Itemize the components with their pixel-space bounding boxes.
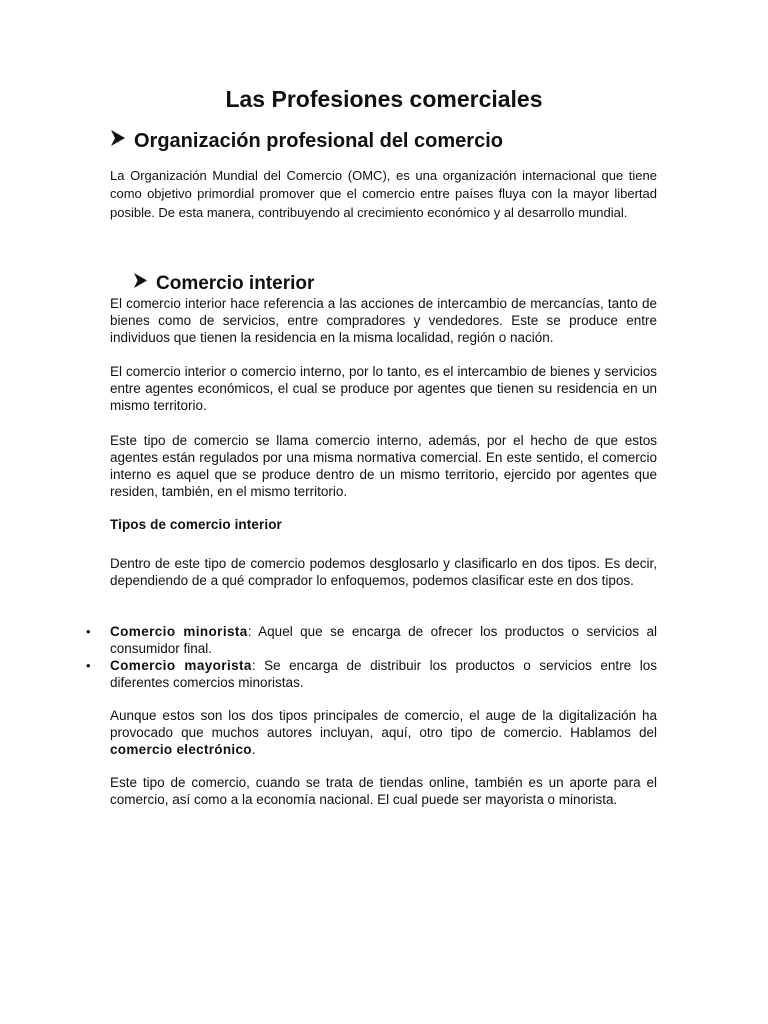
paragraph-omc: La Organización Mundial del Comercio (OMC), es una organización internacional que tiene como objetivo primordial promover que el comercio entre países fluya con la mayor libertad posible. De esta manera, contribuyendo al crecimiento económico y al desarrollo mundial. <box>110 168 657 220</box>
section-heading-organizacion <box>110 129 503 153</box>
arrowhead-icon <box>133 272 148 295</box>
page-title: Las Profesiones comerciales <box>225 86 543 112</box>
paragraph-digitalizacion <box>110 707 657 758</box>
section-heading-label: Organización profesional del comercio <box>134 129 503 152</box>
bullet-icon: • <box>86 624 91 639</box>
subheading-tipos: Tipos de comercio interior <box>110 517 282 532</box>
arrowhead-icon <box>110 129 126 153</box>
bullet-list <box>84 623 657 691</box>
paragraph-text: . <box>251 742 256 757</box>
list-item <box>84 623 657 657</box>
list-item-text: : Aquel que se encarga de ofrecer los productos o servicios al consumidor final. <box>110 624 657 656</box>
paragraph-clasificacion: Dentro de este tipo de comercio podemos desglosarlo y clasificarlo en dos tipos. Es decir, dependiendo de a qué comprador lo enfoquemos, podemos clasificar este en dos tipos. <box>110 556 657 588</box>
paragraph-definicion: El comercio interior hace referencia a las acciones de intercambio de mercancías, tanto de bienes como de servicios, entre compradores y vendedores. Este se produce entre individuos que tienen la residencia en la misma localidad, región o nación. <box>110 296 657 345</box>
paragraph-tiendas-online: Este tipo de comercio, cuando se trata de tiendas online, también es un aporte para el comercio, así como a la economía nacional. El cual puede ser mayorista o minorista. <box>110 775 657 807</box>
list-item <box>84 657 657 691</box>
section-heading-comercio-interior <box>133 272 314 295</box>
list-item-text: : Se encarga de distribuir los productos o servicios entre los diferentes comercios minoristas. <box>110 658 658 690</box>
paragraph-normativa: Este tipo de comercio se llama comercio interno, además, por el hecho de que estos agentes están regulados por una misma normativa comercial. En este sentido, el comercio interno es aquel que se produce dentro de un mismo territorio, ejercido por agentes que residen, también, en el mismo territorio. <box>110 433 657 499</box>
paragraph-text: Aunque estos son los dos tipos principales de comercio, el auge de la digitalización ha provocado que muchos autores incluyan, aquí, otro tipo de comercio. Hablamos del <box>110 708 657 740</box>
list-item-term: Comercio mayorista <box>110 658 252 673</box>
bullet-icon: • <box>86 658 91 673</box>
paragraph-emphasis: comercio electrónico <box>110 742 252 757</box>
section-heading-label: Comercio interior <box>156 272 315 294</box>
paragraph-comercio-interno: El comercio interior o comercio interno, por lo tanto, es el intercambio de bienes y servicios entre agentes económicos, el cual se produce por agentes que tienen su residencia en un mismo territorio. <box>110 364 657 413</box>
list-item-term: Comercio minorista <box>110 624 248 639</box>
